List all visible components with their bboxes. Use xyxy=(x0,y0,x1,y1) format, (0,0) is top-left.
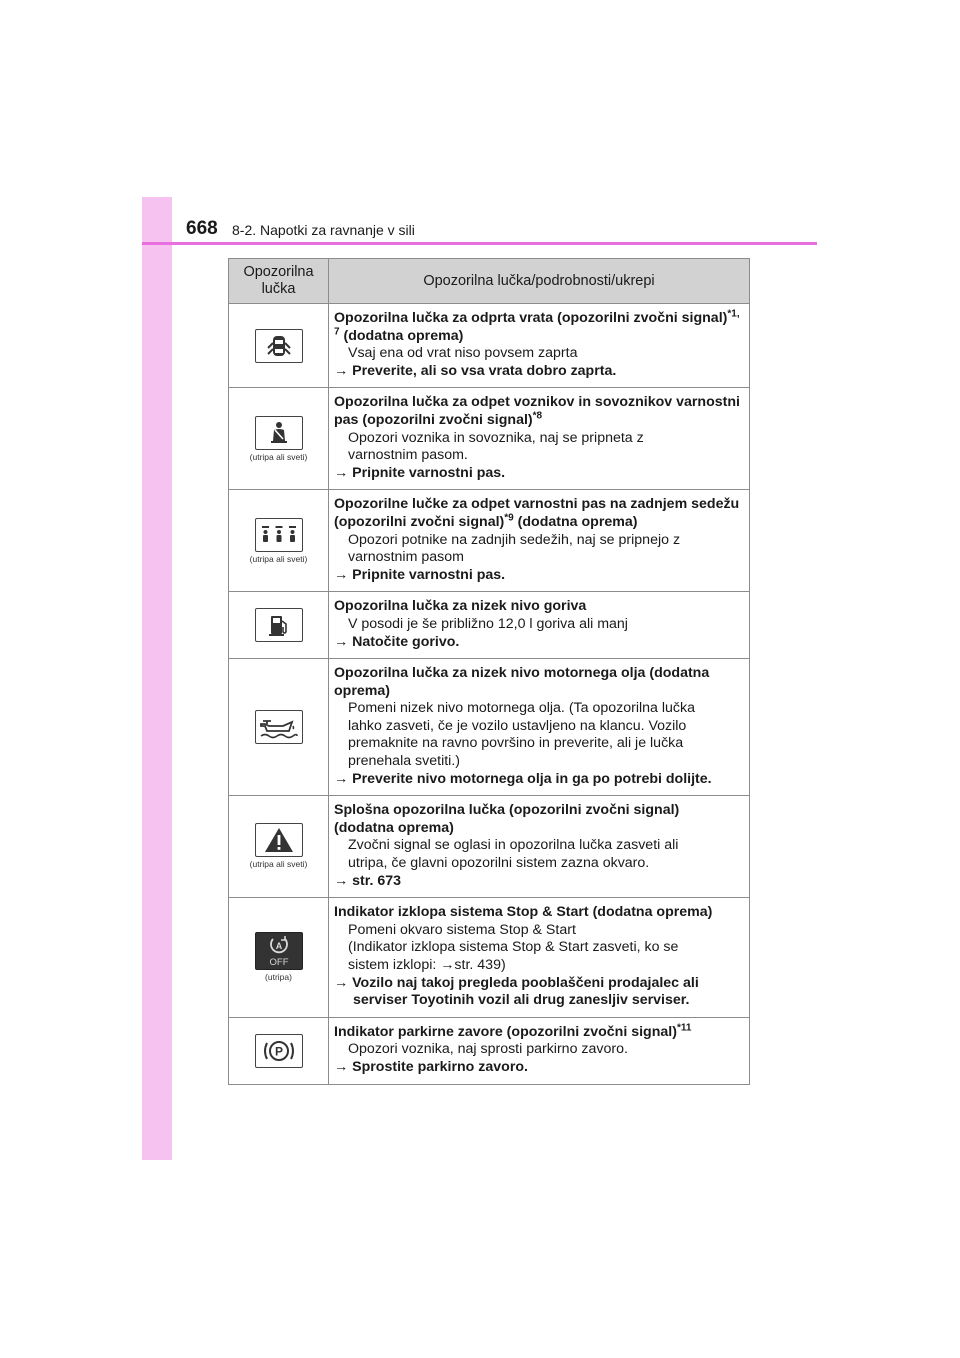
lamp-action: → str. 673 xyxy=(334,872,402,889)
table-row xyxy=(229,898,750,1018)
lamp-description: (Indikator izklopa sistema Stop & Start zasveti, ko se xyxy=(348,939,679,956)
lamp-description: Opozori voznika in sovoznika, naj se pripneta z xyxy=(348,429,644,446)
lamp-description: Vsaj ena od vrat niso povsem zaprta xyxy=(348,345,578,362)
table-row xyxy=(229,490,750,592)
page-number: 668 xyxy=(186,218,218,239)
lamp-description: lahko zasveti, če je vozilo ustavljeno na klancu. Vozilo xyxy=(348,717,687,734)
lamp-description: premaknite na ravno površino in preverite, ali je lučka xyxy=(348,735,684,752)
lamp-description: Opozori potnike na zadnjih sedežih, naj se pripnejo z xyxy=(348,531,681,548)
lamp-description: varnostnim pasom xyxy=(348,549,464,566)
lamp-description: Opozori voznika, naj sprosti parkirno zavoro. xyxy=(348,1041,628,1058)
lamp-title: Indikator izklopa sistema Stop & Start (dodatna oprema) xyxy=(334,904,713,921)
section-title: 8-2. Napotki za ravnanje v sili xyxy=(232,222,415,238)
lamp-cell xyxy=(229,592,329,659)
lamp-description: Zvočni signal se oglasi in opozorilna lučka zasveti ali xyxy=(348,837,679,854)
table-header-row xyxy=(229,259,750,304)
col-header-lamp: Opozorilna lučka xyxy=(229,259,329,304)
lamp-cell xyxy=(229,796,329,898)
lamp-cell xyxy=(229,1017,329,1084)
table-row xyxy=(229,388,750,490)
lamp-note: (utripa ali sveti) xyxy=(249,859,308,870)
lamp-title: Opozorilne lučke za odpet varnostni pas na zadnjem sedežu (opozorilni zvočni signal)$^{*9}$ (dodatna oprema) xyxy=(334,496,740,530)
svg-text:P: P xyxy=(274,1044,283,1059)
lamp-details xyxy=(329,304,750,388)
table-row xyxy=(229,592,750,659)
lamp-description: prenehala svetiti.) xyxy=(348,753,460,770)
parking-brake-icon xyxy=(255,1034,303,1068)
header-rule xyxy=(142,242,817,245)
lamp-details xyxy=(329,898,750,1018)
lamp-action: → Pripnite varnostni pas. xyxy=(334,566,506,583)
lamp-cell xyxy=(229,388,329,490)
lamp-title: Opozorilna lučka za odpet voznikov in sovoznikov varnostni pas (opozorilni zvočni signal)$^{*8}$ xyxy=(334,394,740,428)
lamp-title: Opozorilna lučka za nizek nivo goriva xyxy=(334,598,587,615)
lamp-details xyxy=(329,592,750,659)
lamp-details xyxy=(329,490,750,592)
table-row xyxy=(229,304,750,388)
lamp-action: → Preverite nivo motornega olja in ga po potrebi dolijte. xyxy=(334,770,712,787)
table-row xyxy=(229,1017,750,1084)
lamp-description: V posodi je še približno 12,0 l goriva ali manj xyxy=(348,615,628,632)
lamp-action: → Preverite, ali so vsa vrata dobro zaprta. xyxy=(334,362,617,379)
lamp-title: Opozorilna lučka za nizek nivo motornega olja (dodatna oprema) xyxy=(334,665,710,699)
rear-seatbelt-icon xyxy=(255,518,303,552)
lamp-note: (utripa ali sveti) xyxy=(249,451,308,462)
table-row xyxy=(229,796,750,898)
lamp-title: Indikator parkirne zavore (opozorilni zvočni signal)$^{*11}$ xyxy=(334,1022,692,1040)
lamp-description: utripa, če glavni opozorilni sistem zazna okvaro. xyxy=(348,855,650,872)
lamp-cell xyxy=(229,898,329,1018)
lamp-action: → Sprostite parkirno zavoro. xyxy=(334,1058,528,1075)
table-row xyxy=(229,659,750,796)
warning-lights-table xyxy=(228,258,750,1085)
lamp-title: Splošna opozorilna lučka (opozorilni zvočni signal) (dodatna oprema) xyxy=(334,802,680,836)
seatbelt-icon xyxy=(255,416,303,450)
door-open-icon xyxy=(255,329,303,363)
lamp-description: sistem izklopi: →str. 439) xyxy=(348,957,506,973)
lamp-description: Pomeni okvaro sistema Stop & Start xyxy=(348,921,576,938)
lamp-description: Pomeni nizek nivo motornega olja. (Ta opozorilna lučka xyxy=(348,700,695,717)
lamp-note: (utripa ali sveti) xyxy=(249,553,308,564)
lamp-cell xyxy=(229,490,329,592)
lamp-details xyxy=(329,659,750,796)
page-header xyxy=(142,210,817,248)
lamp-description: varnostnim pasom. xyxy=(348,447,468,464)
lamp-note: (utripa) xyxy=(265,972,292,983)
col-header-details: Opozorilna lučka/podrobnosti/ukrepi xyxy=(329,259,750,304)
lamp-details xyxy=(329,1017,750,1084)
stop-start-off-icon xyxy=(255,932,303,970)
lamp-action: → Vozilo naj takoj pregleda pooblaščeni prodajalec ali xyxy=(334,974,699,991)
warning-triangle-icon xyxy=(255,823,303,857)
fuel-pump-icon xyxy=(255,608,303,642)
lamp-cell xyxy=(229,659,329,796)
lamp-details xyxy=(329,796,750,898)
lamp-action-continued: serviser Toyotinih vozil ali drug zanesljiv serviser. xyxy=(353,992,690,1009)
lamp-details xyxy=(329,388,750,490)
lamp-title: Opozorilna lučka za odprta vrata (opozorilni zvočni signal)$^{*1, 7}$ (dodatna oprema) xyxy=(334,308,740,344)
icon-off-label: OFF xyxy=(269,957,288,969)
lamp-action: → Natočite gorivo. xyxy=(334,633,460,650)
side-tab-bar xyxy=(142,197,172,1160)
lamp-action: → Pripnite varnostni pas. xyxy=(334,464,506,481)
lamp-cell xyxy=(229,304,329,388)
svg-text:A: A xyxy=(275,941,282,952)
oil-can-icon xyxy=(255,710,303,744)
